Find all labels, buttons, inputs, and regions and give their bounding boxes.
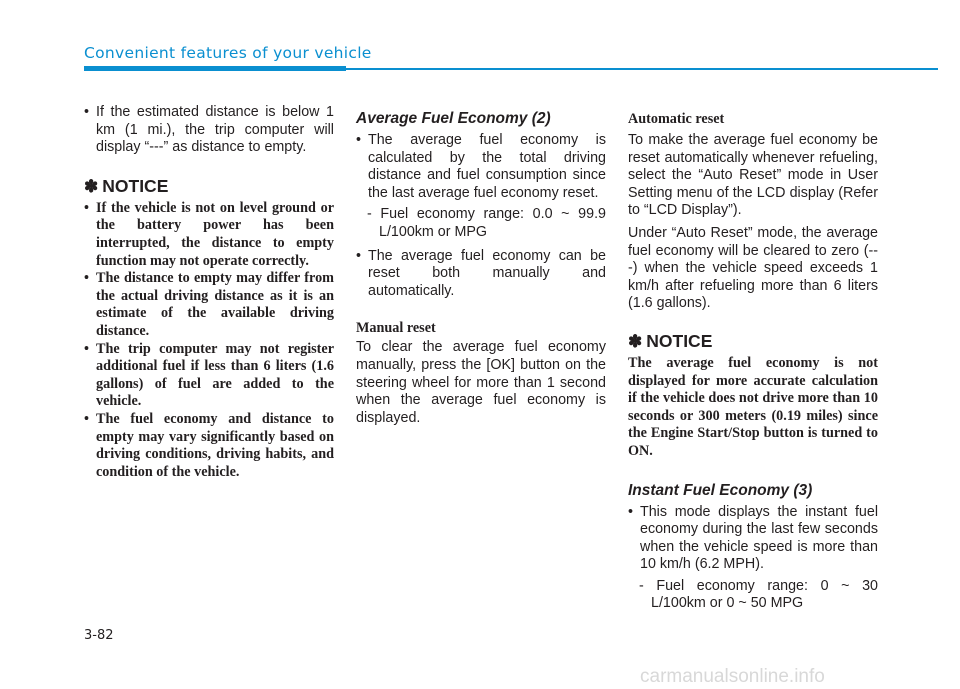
instant-fuel-economy-heading: Instant Fuel Economy (3) <box>628 481 813 499</box>
automatic-reset-heading: Automatic reset <box>628 111 725 127</box>
notice-item: • The fuel economy and distance to empty may vary significantly based on driving conditions, driving habits, and condition of the vehicle. <box>84 410 334 480</box>
manual-reset-text: To clear the average fuel economy manually, press the [OK] button on the steering wheel for more than 1 second when the average fuel economy is displayed. <box>356 339 606 426</box>
auto-reset-mode-text: Under “Auto Reset” mode, the average fuel economy will be cleared to zero (---) when the vehicle speed exceeds 1 km/h after refueling more than 6 liters (1.6 gallons). <box>628 224 878 312</box>
notice-text: The average fuel economy is not displayed for more accurate calculation if the vehicle does not drive more than 10 seconds or 300 meters (0.19 miles) since the Engine Start/Stop button is turned to ON. <box>628 354 878 459</box>
average-fuel-economy-heading: Average Fuel Economy (2) <box>356 110 551 127</box>
sub-item: - Fuel economy range: 0.0 ~ 99.9 L/100km or MPG <box>367 206 606 240</box>
list-item: • The average fuel economy can be reset both manually and automatically. <box>356 247 606 299</box>
notice-item: • The distance to empty may differ from the actual driving distance as it is an estimate of the available driving distance. <box>84 270 334 339</box>
notice-item: • The trip computer may not register additional fuel if less than 6 liters (1.6 gallons) of fuel are added to the vehicle. <box>84 340 334 410</box>
notice-heading: ✽ NOTICE <box>628 330 713 351</box>
notice-star-icon: ✽ <box>84 176 99 196</box>
sub-item: - Fuel economy range: 0 ~ 30 L/100km or 0 ~ 50 MPG <box>639 577 878 612</box>
watermark: carmanualsonline.info <box>640 666 825 687</box>
column-right <box>628 110 878 613</box>
page-number: 3-82 <box>84 628 114 643</box>
automatic-reset-text: To make the average fuel economy be reset automatically whenever refueling, select the “Auto Reset” mode in User Setting menu of the LCD display (Refer to “LCD Display”). <box>628 132 878 219</box>
header-rule <box>346 68 938 70</box>
notice-item: • If the vehicle is not on level ground or the battery power has been interrupted, the distance to empty function may not operate correctly. <box>84 199 334 269</box>
column-left <box>84 104 334 481</box>
section-title: Convenient features of your vehicle <box>84 44 372 62</box>
notice-heading: ✽ NOTICE <box>84 175 169 196</box>
notice-star-icon: ✽ <box>628 331 643 351</box>
manual-reset-heading: Manual reset <box>356 320 436 337</box>
list-item: • This mode displays the instant fuel economy during the last few seconds when the vehicle speed is more than 10 km/h (6.2 MPH). <box>628 503 878 573</box>
list-item: • The average fuel economy is calculated by the total driving distance and fuel consumption since the last average fuel economy reset. <box>356 132 606 201</box>
header-accent-bar <box>84 66 346 71</box>
column-middle <box>356 109 606 427</box>
list-item: • If the estimated distance is below 1 km (1 mi.), the trip computer will display “---” as distance to empty. <box>84 104 334 156</box>
